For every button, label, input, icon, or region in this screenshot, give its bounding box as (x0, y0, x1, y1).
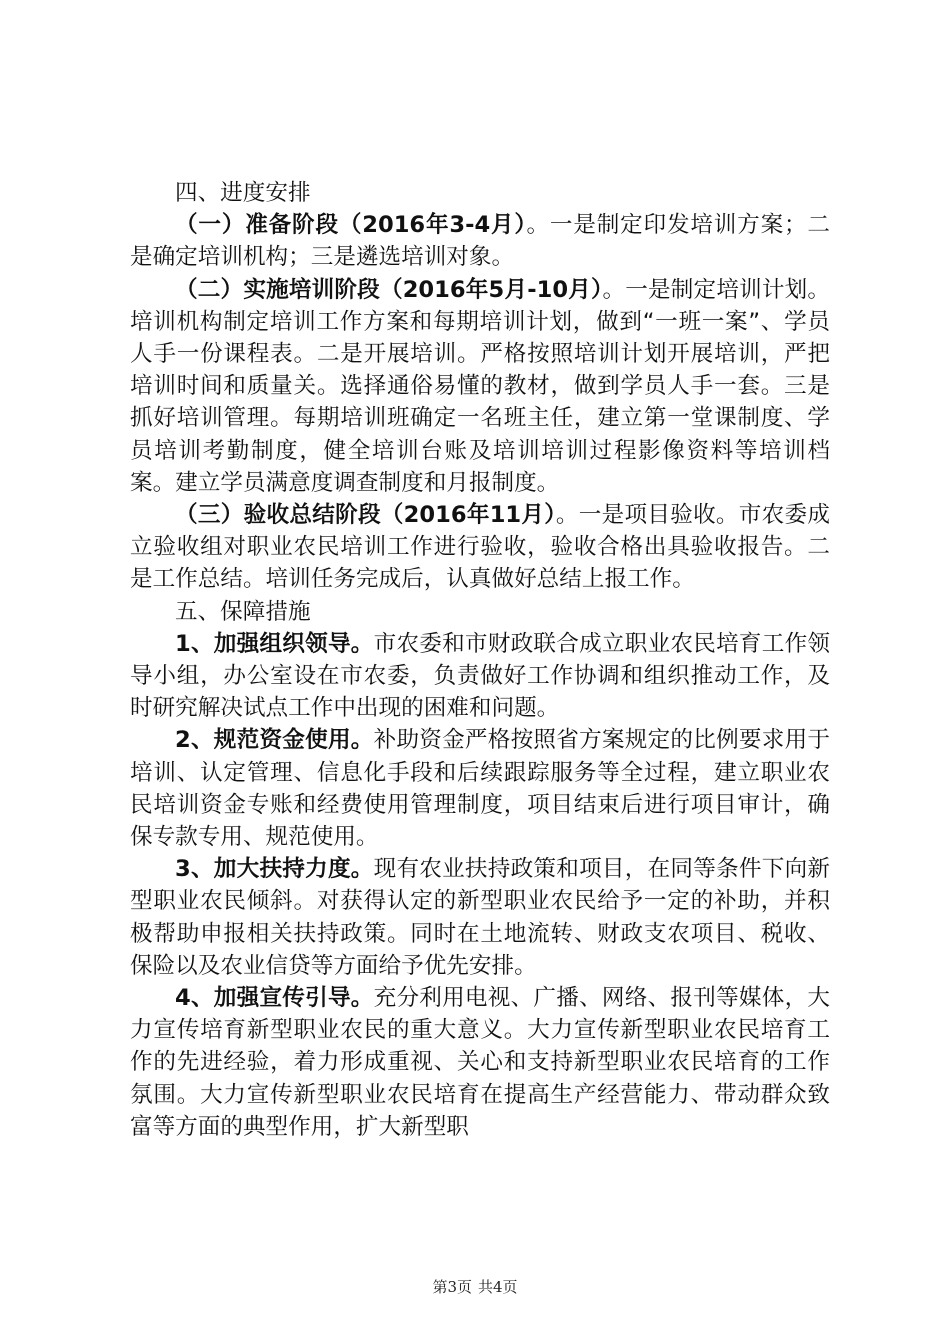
paragraph-preparation-stage (130, 209, 830, 273)
paragraph-text: 充分利用电视、广播、网络、报刊等媒体，大力宣传培育新型职业农民的重大意义。大力宣传新型职业农民培育工作的先进经验，着力形成重视、关心和支持新型职业农民培育的工作氛围。大力宣传新型职业农民培育在提高生产经营能力、带动群众致富等方面的典型作用，扩大新型职 (130, 985, 830, 1140)
page-number: 第3页 (432, 1278, 472, 1296)
paragraph-lead: 4、加强宣传引导。 (175, 985, 374, 1012)
paragraph-text: 。一是制定印发培训方案；二是确定培训机构；三是遴选培训对象。 (130, 212, 830, 271)
paragraph-lead: （二）实施培训阶段（2016年5月-10月） (175, 276, 603, 303)
section-heading-schedule (130, 177, 830, 209)
paragraph-text: 。一是项目验收。市农委成立验收组对职业农民培训工作进行验收，验收合格出具验收报告。二是工作总结。培训任务完成后，认真做好总结上报工作。 (130, 502, 830, 593)
paragraph-measure-publicity (130, 982, 830, 1143)
section-heading-text: 四、进度安排 (175, 180, 311, 206)
paragraph-training-stage (130, 274, 830, 499)
paragraph-measure-funds (130, 724, 830, 853)
page-total: 共4页 (478, 1278, 518, 1296)
paragraph-text: 现有农业扶持政策和项目，在同等条件下向新型职业农民倾斜。对获得认定的新型职业农民给予一定的补助，并积极帮助申报相关扶持政策。同时在土地流转、财政支农项目、税收、保险以及农业信贷等方面给予优先安排。 (130, 856, 830, 979)
paragraph-text: 市农委和市财政联合成立职业农民培育工作领导小组，办公室设在市农委，负责做好工作协调和组织推动工作，及时研究解决试点工作中出现的困难和问题。 (130, 630, 830, 722)
section-heading-safeguards (130, 596, 830, 628)
paragraph-lead: （三）验收总结阶段（2016年11月） (175, 502, 556, 529)
paragraph-lead: 3、加大扶持力度。 (175, 856, 374, 883)
paragraph-measure-support (130, 853, 830, 982)
paragraph-lead: （一）准备阶段（2016年3-4月） (175, 212, 527, 239)
paragraph-text: 补助资金严格按照省方案规定的比例要求用于培训、认定管理、信息化手段和后续跟踪服务等全过程，建立职业农民培训资金专账和经费使用管理制度，项目结束后进行项目审计，确保专款专用、规范使用。 (130, 727, 830, 851)
paragraph-lead: 1、加强组织领导。 (175, 630, 374, 657)
paragraph-text: 。一是制定培训计划。培训机构制定培训工作方案和每期培训计划，做到“一班一案”、学员人手一份课程表。二是开展培训。严格按照培训计划开展培训，严把培训时间和质量关。选择通俗易懂的教材，做到学员人手一套。三是抓好培训管理。每期培训班确定一名班主任，建立第一堂课制度、学员培训考勤制度，健全培训台账及培训培训过程影像资料等培训档案。建立学员满意度调查制度和月报制度。 (130, 276, 831, 496)
section-heading-text: 五、保障措施 (175, 598, 311, 625)
document-body (130, 177, 830, 1143)
paragraph-lead: 2、规范资金使用。 (175, 727, 374, 754)
paragraph-measure-organization (130, 628, 830, 725)
page-footer (0, 1277, 950, 1297)
paragraph-acceptance-stage (130, 499, 830, 596)
